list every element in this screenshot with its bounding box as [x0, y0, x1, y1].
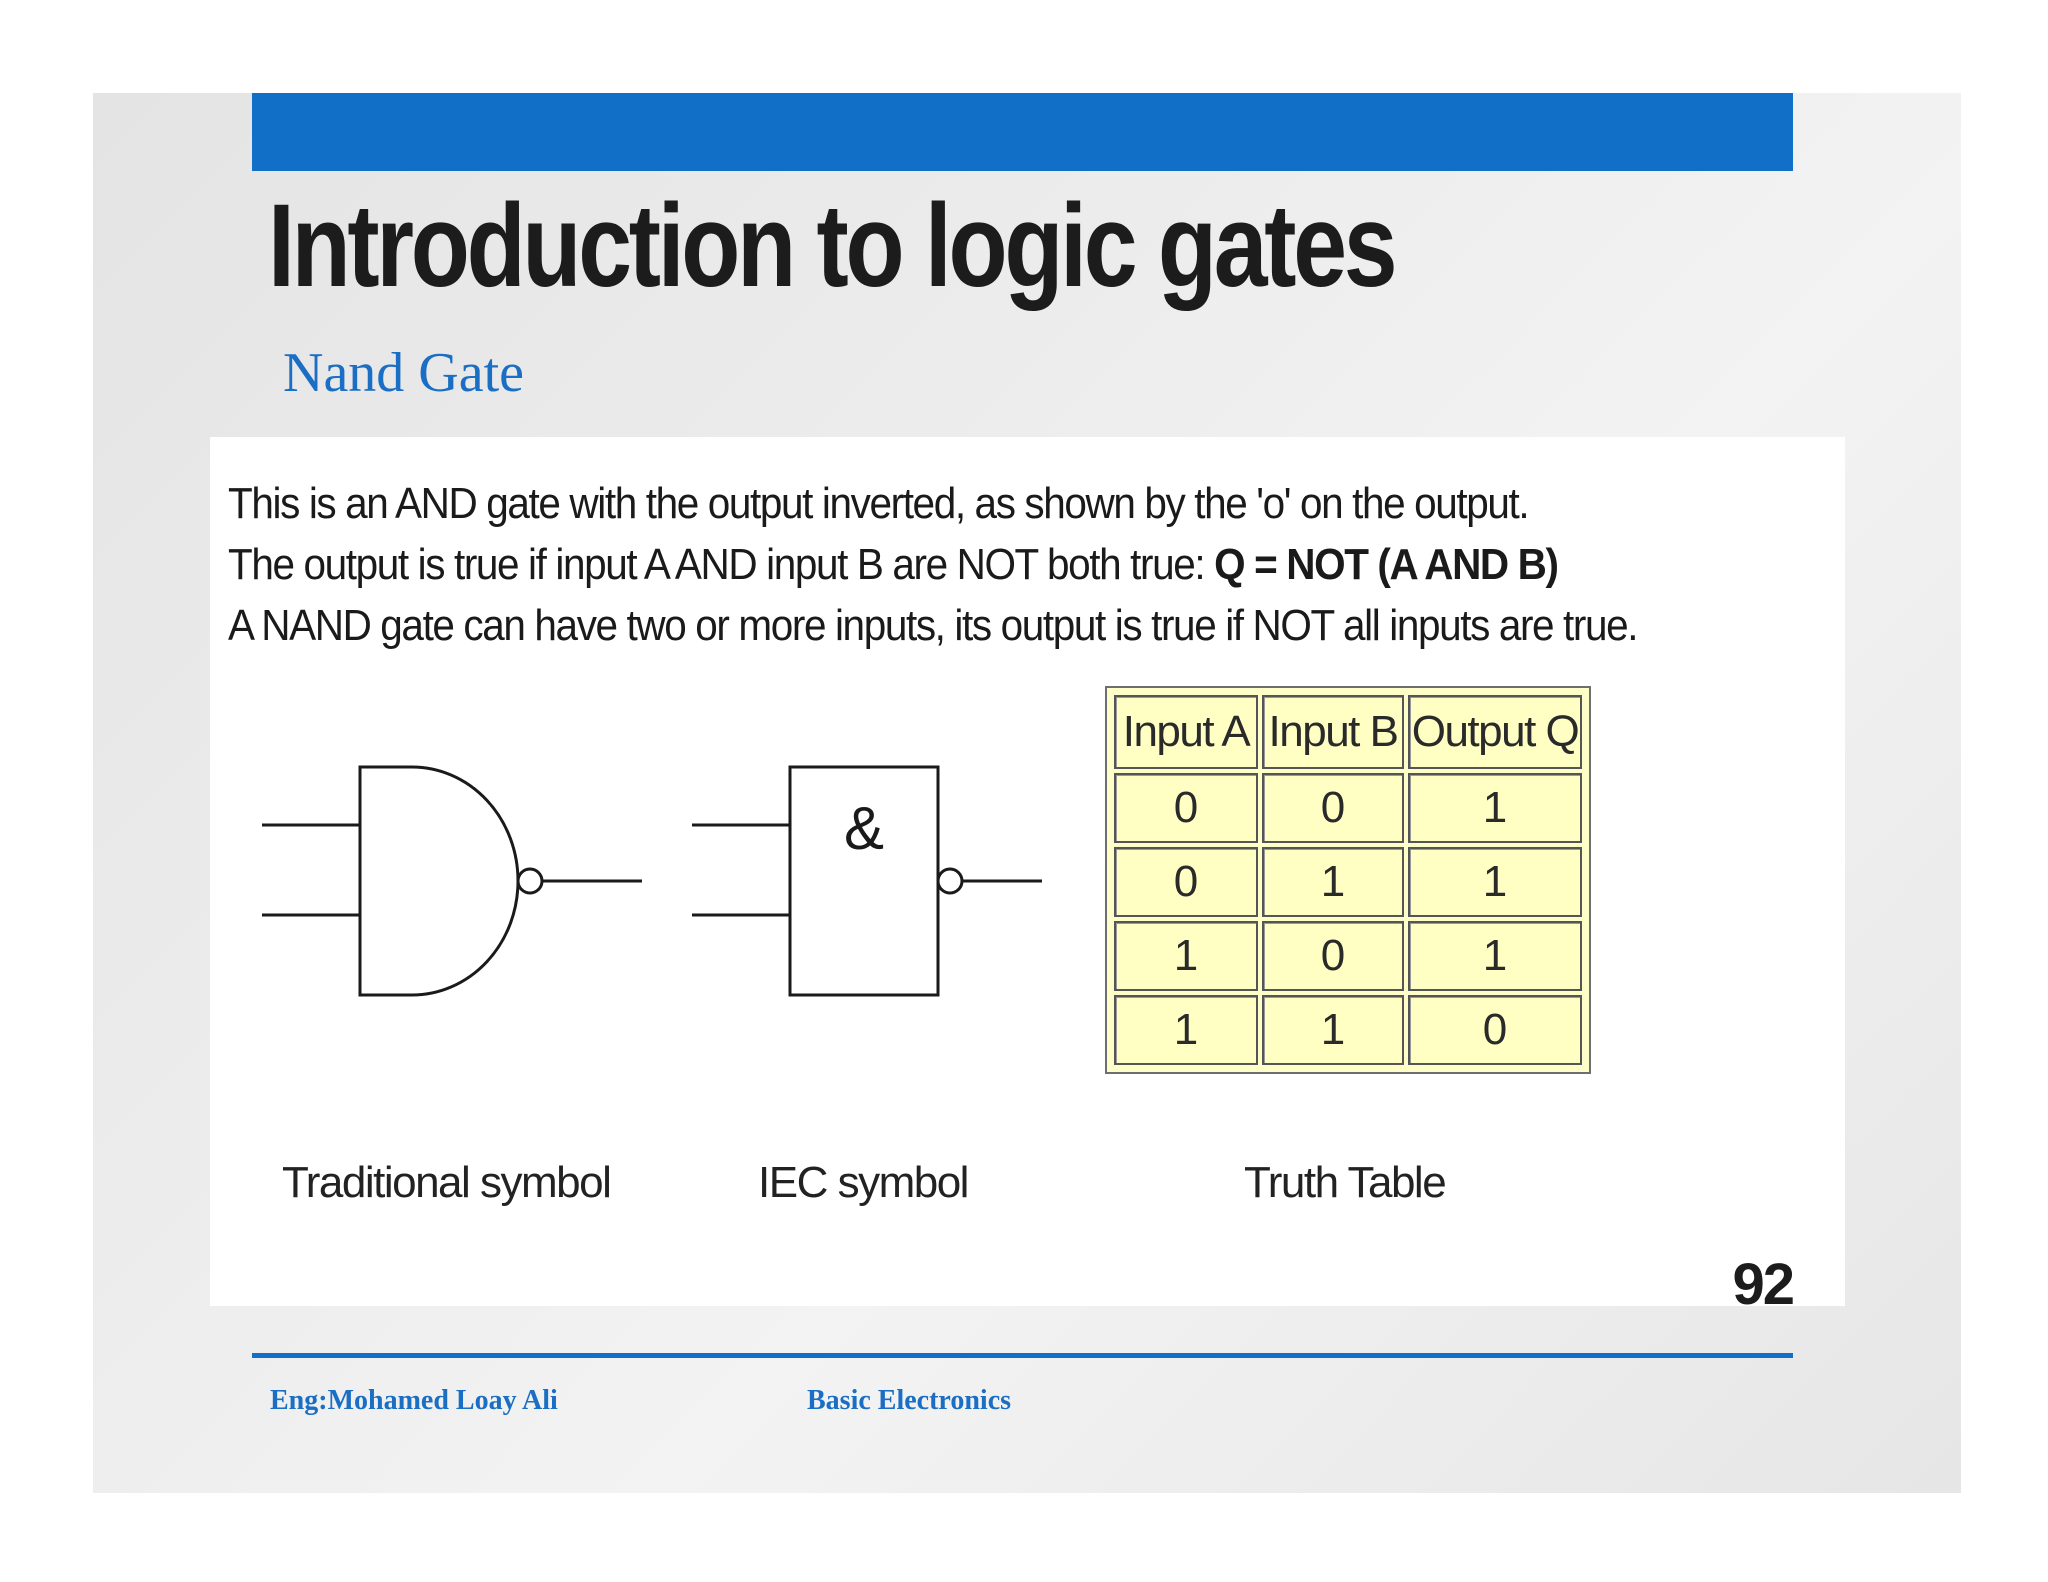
header-input-b: Input B	[1262, 695, 1404, 769]
iec-nand-symbol	[692, 767, 1072, 1017]
cell-input-b: 0	[1262, 773, 1404, 843]
description-line-2-text: The output is true if input A AND input B are NOT both true:	[228, 540, 1215, 589]
trad-and-body	[360, 767, 518, 995]
truth-table-grid	[1110, 691, 1586, 1069]
trad-inversion-bubble	[518, 869, 542, 893]
table-row	[1114, 773, 1582, 843]
slide-subtitle: Nand Gate	[283, 342, 525, 404]
description-line-2	[228, 534, 1709, 595]
page-title: Introduction to logic gates	[268, 180, 1395, 312]
slide	[93, 93, 1961, 1493]
footer-divider	[252, 1353, 1793, 1358]
cell-input-b: 1	[1262, 995, 1404, 1065]
page-number: 92	[1732, 1252, 1793, 1317]
caption-truth-table: Truth Table	[1244, 1158, 1446, 1207]
nand-formula: Q = NOT (A AND B)	[1214, 540, 1558, 589]
cell-input-a: 1	[1114, 995, 1258, 1065]
iec-and-label: &	[843, 795, 885, 862]
cell-input-a: 0	[1114, 847, 1258, 917]
cell-output-q: 0	[1408, 995, 1582, 1065]
description-block	[228, 473, 1838, 656]
table-row	[1114, 847, 1582, 917]
header-input-a: Input A	[1114, 695, 1258, 769]
truth-table-header-row	[1114, 695, 1582, 769]
description-line-3: A NAND gate can have two or more inputs, its output is true if NOT all inputs are true.	[228, 601, 1638, 650]
cell-output-q: 1	[1408, 773, 1582, 843]
truth-table	[1105, 686, 1591, 1074]
content-panel	[210, 437, 1845, 1306]
cell-input-a: 1	[1114, 921, 1258, 991]
table-row	[1114, 921, 1582, 991]
header-accent-bar	[252, 93, 1793, 171]
cell-input-b: 0	[1262, 921, 1404, 991]
traditional-nand-symbol	[262, 767, 642, 1017]
cell-input-a: 0	[1114, 773, 1258, 843]
iec-inversion-bubble	[938, 869, 962, 893]
cell-output-q: 1	[1408, 921, 1582, 991]
footer-author: Eng:Mohamed Loay Ali	[270, 1385, 558, 1416]
description-line-1: This is an AND gate with the output inverted, as shown by the 'o' on the output.	[228, 479, 1529, 528]
cell-output-q: 1	[1408, 847, 1582, 917]
footer-course: Basic Electronics	[807, 1385, 1012, 1416]
table-row	[1114, 995, 1582, 1065]
caption-iec-symbol: IEC symbol	[758, 1158, 968, 1207]
header-output-q: Output Q	[1408, 695, 1582, 769]
caption-traditional-symbol: Traditional symbol	[282, 1158, 611, 1207]
cell-input-b: 1	[1262, 847, 1404, 917]
